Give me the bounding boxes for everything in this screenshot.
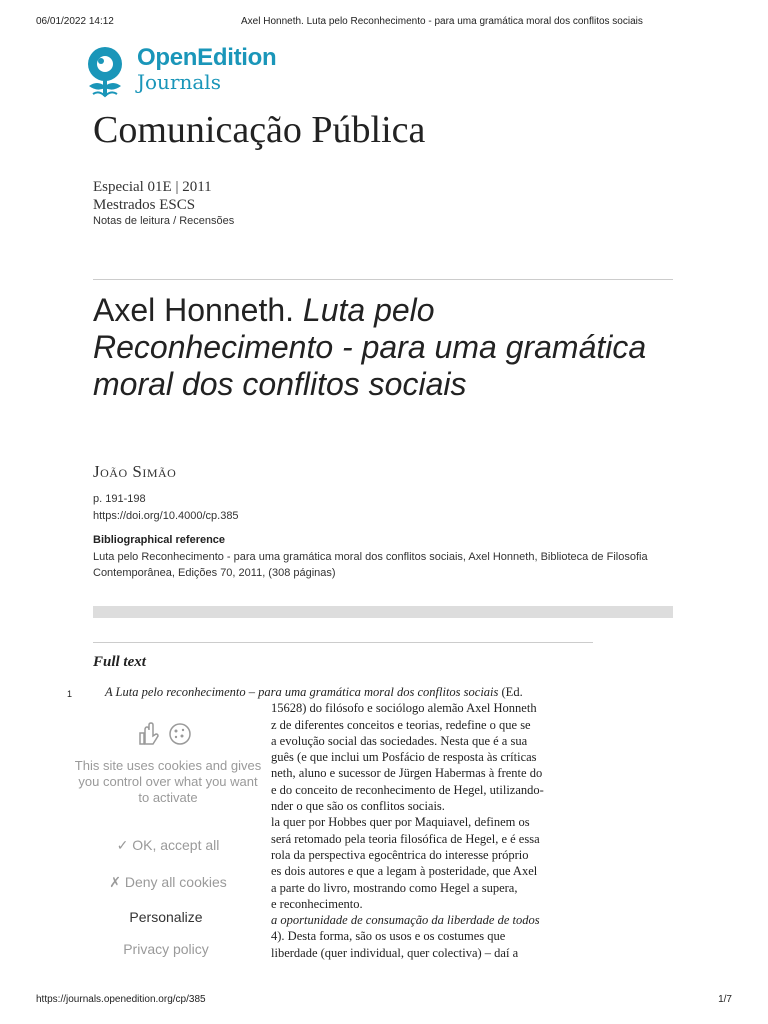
body-line: rola da perspectiva egocêntrica do interesse próprio bbox=[271, 847, 529, 862]
openedition-flower-icon bbox=[79, 44, 131, 99]
article-author[interactable]: João Simão bbox=[93, 462, 177, 481]
openedition-logo[interactable] bbox=[79, 44, 309, 99]
body-line: 15628) do filósofo e sociólogo alemão Axel Honneth bbox=[271, 701, 537, 716]
bibliographical-reference-label: Bibliographical reference bbox=[93, 534, 226, 546]
privacy-policy-link[interactable]: Privacy policy bbox=[123, 941, 209, 957]
body-line: z de diferentes conceitos e teorias, redefine o que se bbox=[271, 717, 531, 732]
paragraph-number: 1 bbox=[67, 689, 73, 699]
body-line: guês (e que inclui um Posfácio de resposta às críticas bbox=[271, 750, 537, 765]
cookie-consent-panel bbox=[68, 700, 268, 980]
article-title-italic: Luta pelo Reconhecimento - para uma gramática moral dos conflitos sociais bbox=[93, 292, 647, 402]
body-line: e reconhecimento. bbox=[271, 896, 363, 911]
cookie-message: This site uses cookies and gives you control over what you want to activate bbox=[74, 758, 262, 805]
body-text-run: (Ed. bbox=[498, 685, 523, 699]
separator-bar bbox=[93, 606, 673, 618]
body-italic-quote: a oportunidade de consumação da liberdade de todos bbox=[271, 913, 540, 928]
hand-pointer-icon bbox=[138, 722, 160, 746]
divider bbox=[93, 279, 673, 280]
issue-info bbox=[93, 178, 212, 214]
issue-section[interactable]: Notas de leitura / Recensões bbox=[93, 215, 235, 227]
deny-all-cookies-button[interactable]: ✗ Deny all cookies bbox=[109, 874, 227, 890]
body-line: será retomado pela teoria filosófica de Hegel, e é essa bbox=[271, 831, 540, 846]
body-line: a evolução social das sociedades. Nesta que é a sua bbox=[271, 733, 528, 748]
cookie-icon bbox=[168, 722, 192, 746]
body-line bbox=[93, 684, 593, 700]
full-text-heading: Full text bbox=[93, 654, 146, 670]
article-title bbox=[93, 292, 653, 403]
journal-title[interactable]: Comunicação Pública bbox=[93, 109, 426, 151]
body-line: a parte do livro, mostrando como Hegel a supera, bbox=[271, 880, 518, 895]
issue-number[interactable]: Especial 01E | 2011 bbox=[93, 179, 212, 195]
print-url: https://journals.openedition.org/cp/385 bbox=[36, 994, 206, 1005]
body-line: e do conceito de reconhecimento de Hegel, utilizando- bbox=[271, 782, 544, 797]
logo-wordmark-top: OpenEdition bbox=[137, 44, 277, 71]
article-doi[interactable]: https://doi.org/10.4000/cp.385 bbox=[93, 510, 239, 522]
personalize-cookies-button[interactable]: Personalize bbox=[129, 909, 203, 925]
issue-name[interactable]: Mestrados ESCS bbox=[93, 197, 196, 213]
body-line: nder o que são os conflitos sociais. bbox=[271, 799, 445, 814]
article-pages: p. 191-198 bbox=[93, 493, 146, 505]
body-italic-title: A Luta pelo reconhecimento – para uma gramática moral dos conflitos sociais bbox=[105, 685, 499, 699]
body-line: es dois autores e que a legam à posteridade, que Axel bbox=[271, 864, 538, 879]
body-line: 4). Desta forma, são os usos e os costumes que bbox=[271, 929, 506, 944]
article-meta bbox=[93, 491, 239, 525]
divider bbox=[93, 642, 593, 643]
print-page-title: Axel Honneth. Luta pelo Reconhecimento - para uma gramática moral dos conflitos sociais bbox=[241, 16, 643, 27]
bibliographical-reference-text: Luta pelo Reconhecimento - para uma gramática moral dos conflitos sociais, Axel Honneth, Biblioteca de Filosofia Contemporânea, Edições 70, 2011, (308 páginas) bbox=[93, 551, 648, 579]
print-datetime: 06/01/2022 14:12 bbox=[36, 16, 114, 27]
article-title-plain: Axel Honneth. bbox=[93, 292, 303, 328]
body-line: neth, aluno e sucessor de Jürgen Habermas à frente do bbox=[271, 766, 543, 781]
logo-wordmark-bottom: Journals bbox=[137, 70, 221, 94]
accept-all-cookies-button[interactable]: ✓ OK, accept all bbox=[116, 837, 220, 853]
print-page-number: 1/7 bbox=[718, 994, 732, 1005]
body-line: la quer por Hobbes quer por Maquiavel, definem os bbox=[271, 815, 530, 830]
body-line bbox=[271, 912, 593, 928]
body-line: liberdade (quer individual, quer colectiva) – daí a bbox=[271, 945, 519, 960]
cookie-icons bbox=[138, 722, 198, 746]
